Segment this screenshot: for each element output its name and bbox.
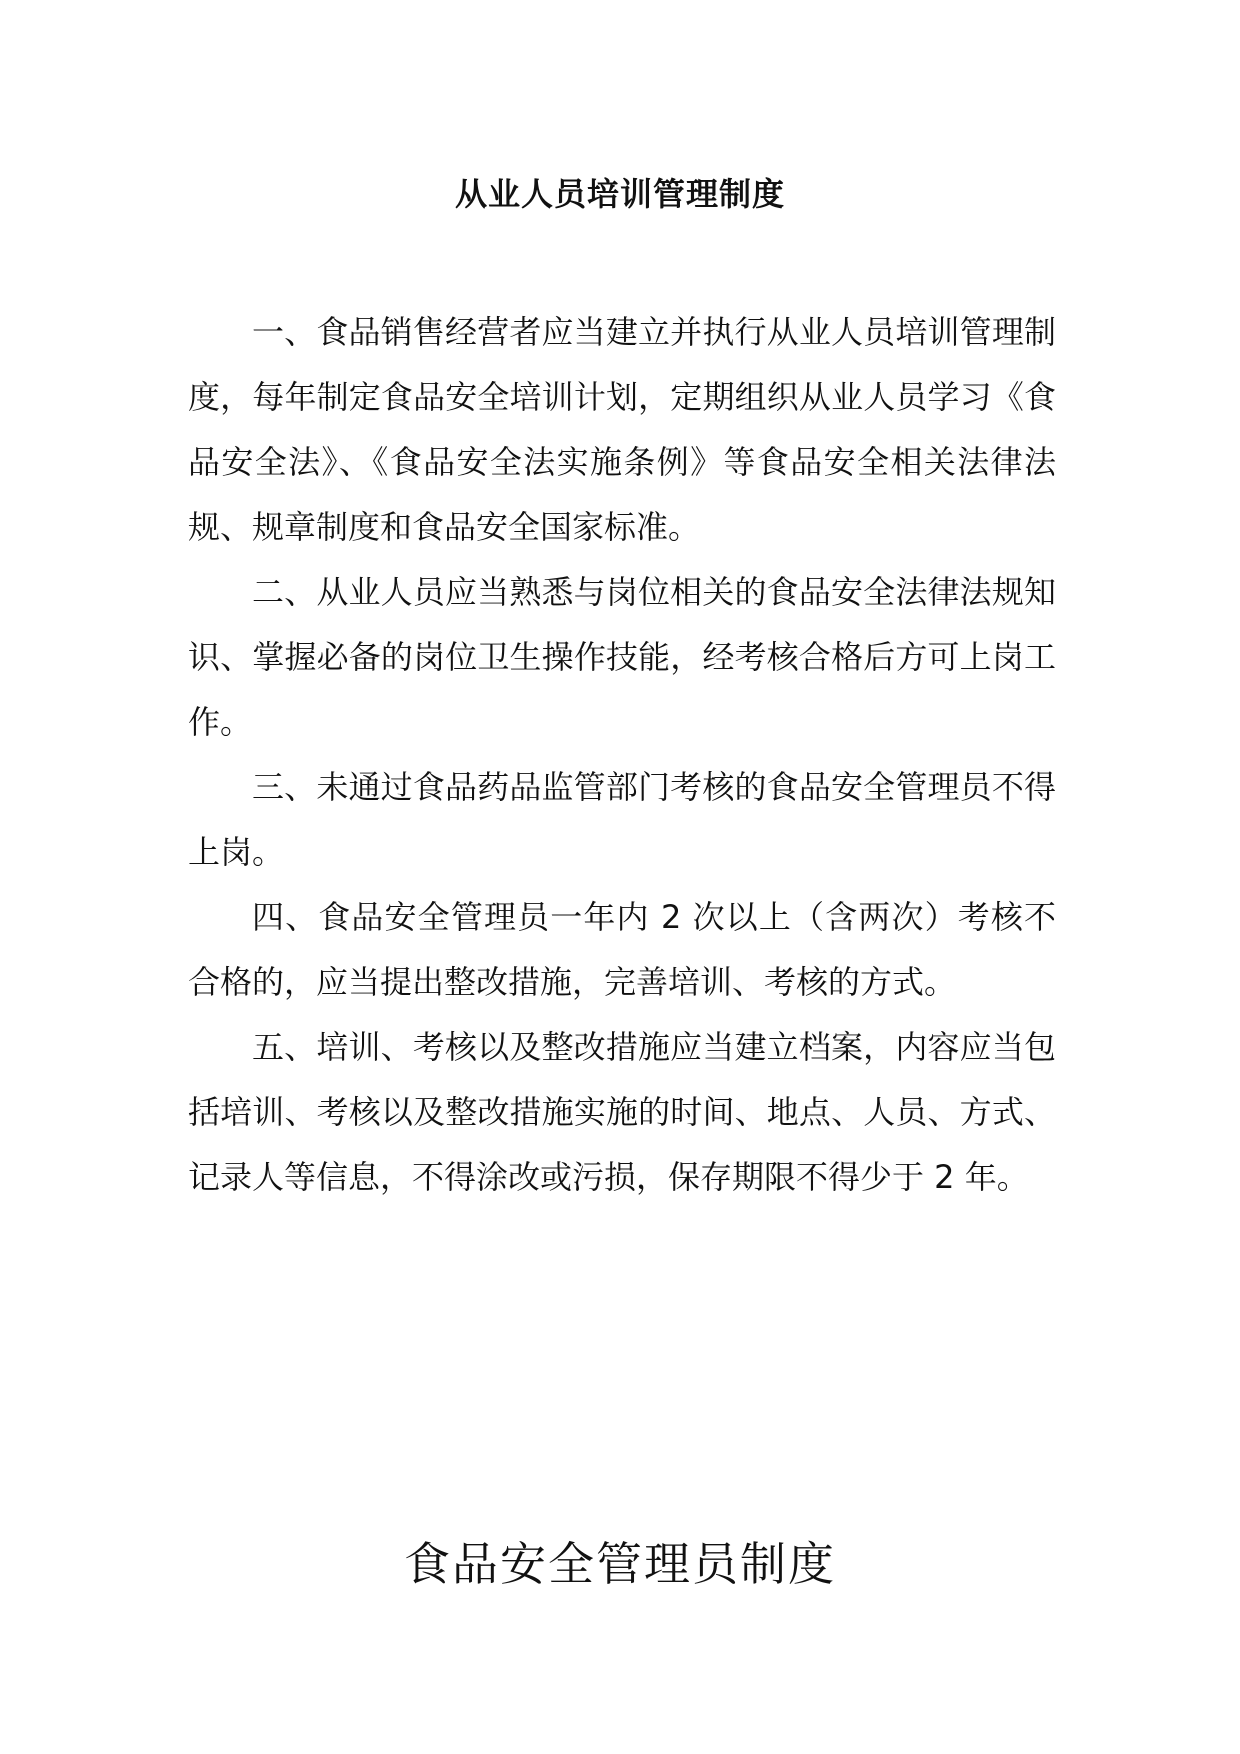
paragraph-2: 二、从业人员应当熟悉与岗位相关的食品安全法律法规知识、掌握必备的岗位卫生操作技能，经考核合格后方可上岗工作。 bbox=[188, 573, 1056, 741]
paragraph-4: 四、食品安全管理员一年内 2 次以上（含两次）考核不合格的，应当提出整改措施，完善培训、考核的方式。 bbox=[188, 898, 1056, 1001]
document-body bbox=[188, 300, 1056, 1210]
paragraph-1: 一、食品销售经营者应当建立并执行从业人员培训管理制度，每年制定食品安全培训计划，定期组织从业人员学习《食品安全法》、《食品安全法实施条例》等食品安全相关法律法规、规章制度和食品安全国家标准。 bbox=[188, 313, 1056, 546]
document-title: 从业人员培训管理制度 bbox=[454, 175, 785, 213]
next-section-title: 食品安全管理员制度 bbox=[404, 1537, 836, 1591]
paragraph-3: 三、未通过食品药品监管部门考核的食品安全管理员不得上岗。 bbox=[188, 768, 1056, 871]
paragraph-5: 五、培训、考核以及整改措施应当建立档案，内容应当包括培训、考核以及整改措施实施的时间、地点、人员、方式、记录人等信息，不得涂改或污损，保存期限不得少于 2 年。 bbox=[188, 1028, 1056, 1196]
